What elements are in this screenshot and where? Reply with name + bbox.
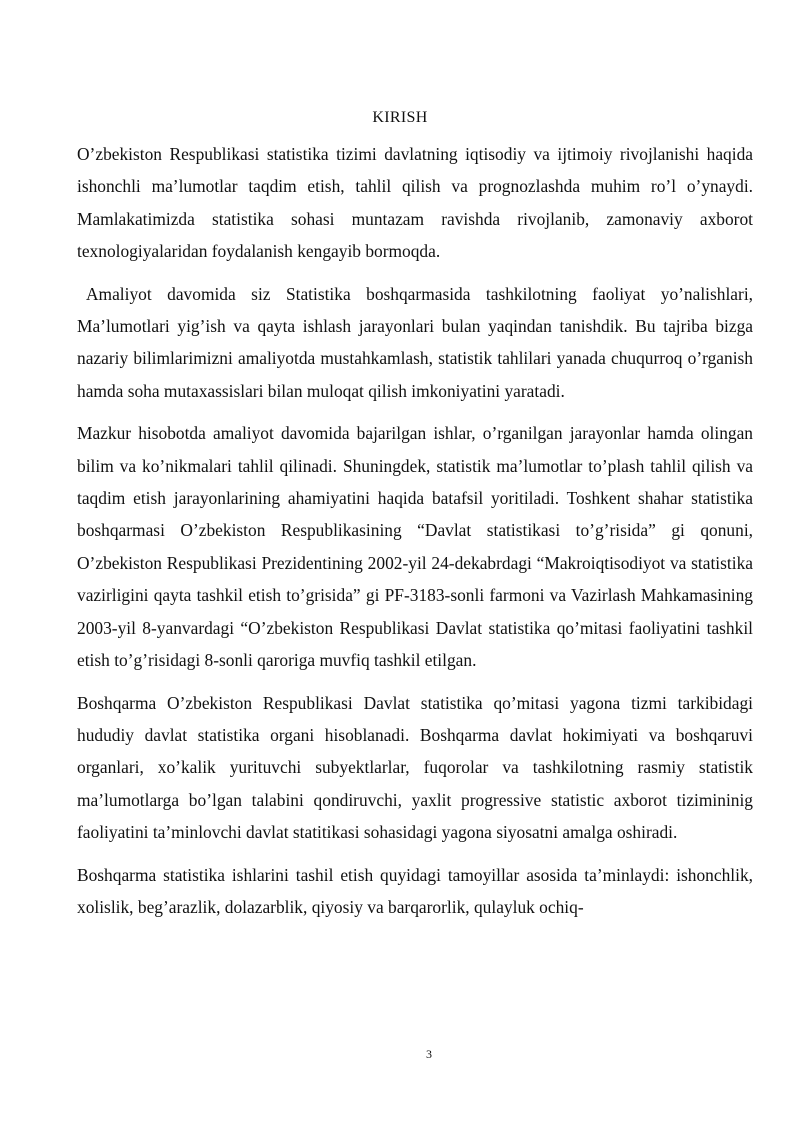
paragraph-4: Boshqarma O’zbekiston Respublikasi Davlat statistika qo’mitasi yagona tizmi tarkibidagi hududiy davlat statistika organi hisoblanadi. Boshqarma davlat hokimiyati va boshqaruvi organlari, xo’kalik yurituvchi subyektlarlar, fuqorolar va tashkilotning rasmiy statistik ma’lumotlarga bo’lgan talabini qondiruvchi, yaxlit progressive statistic axborot tizimininig faoliyatini ta’minlovchi davlat statitikasi sohasidagi yagona siyosatni amalga oshiradi. — [77, 692, 753, 843]
paragraph-5: Boshqarma statistika ishlarini tashil etish quyidagi tamoyillar asosida ta’minlaydi: ishonchlik, xolislik, beg’arazlik, dolazarblik, qiyosiy va barqarorlik, qulayluk ochiq- — [77, 864, 753, 917]
body-text — [77, 138, 753, 933]
paragraph-3: Mazkur hisobotda amaliyot davomida bajarilgan ishlar, o’rganilgan jarayonlar hamda olingan bilim va ko’nikmalari tahlil qilinadi. Shuningdek, statistik ma’lumotlar to’plash tahlil qilish va taqdim etish jarayonlarining ahamiyatini haqida batafsil yoritiladi. Toshkent shahar statistika boshqarmasi O’zbekiston Respublikasining “Davlat statistikasi to’g’risida” gi qonuni, O’zbekiston Respublikasi Prezidentining 2002-yil 24-dekabrdagi “Makroiqtisodiyot va statistika vazirligini qayta tashkil etish to’grisida” gi PF-3183-sonli farmoni va Vazirlash Mahkamasining 2003-yil 8-yanvardagi “O’zbekiston Respublikasi Davlat statistika qo’mitasi faoliyatini tashkil etish to’g’risidagi 8-sonli qaroriga muvfiq tashkil etilgan. — [77, 423, 753, 671]
page-number: 3 — [426, 1047, 432, 1061]
section-title: KIRISH — [372, 109, 428, 126]
paragraph-2: Amaliyot davomida siz Statistika boshqarmasida tashkilotning faoliyat yo’nalishlari, Ma’lumotlari yig’ish va qayta ishlash jarayonlari bulan yaqindan tanishdik. Bu tajriba bizga nazariy bilimlarimizni amaliyotda mustahkamlash, statistik tahlilari yanada chuqurroq o’rganish hamda soha mutaxassislari bilan muloqat qilish imkoniyatini yaratadi. — [77, 283, 753, 401]
paragraph-1: O’zbekiston Respublikasi statistika tizimi davlatning iqtisodiy va ijtimoiy rivojlanishi haqida ishonchli ma’lumotlar taqdim etish, tahlil qilish va prognozlashda muhim ro’l o’ynaydi. Mamlakatimizda statistika sohasi muntazam ravishda rivojlanib, zamonaviy axborot texnologiyalaridan foydalanish kengayib bormoqda. — [77, 144, 753, 262]
